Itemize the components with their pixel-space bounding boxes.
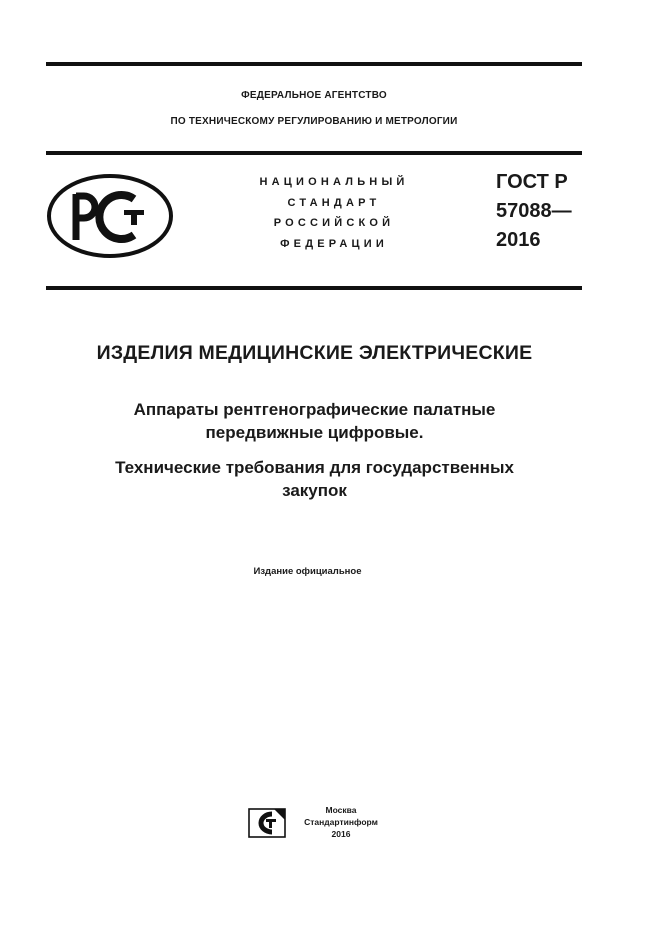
title-rule bbox=[46, 286, 582, 290]
gost-r-emblem-icon bbox=[46, 173, 174, 259]
standard-type-line-1: НАЦИОНАЛЬНЫЙ bbox=[259, 176, 409, 188]
subtitle-2-line-1: Технические требования для государственных bbox=[115, 458, 514, 477]
publisher-city: Москва bbox=[325, 805, 357, 815]
publisher-year: 2016 bbox=[331, 829, 351, 839]
standard-type-line-2: СТАНДАРТ bbox=[287, 196, 381, 209]
designation-line-2: 57088— bbox=[496, 200, 572, 222]
designation-line-3: 2016 bbox=[496, 229, 541, 251]
subtitle-1-line-1: Аппараты рентгенографические палатные bbox=[133, 400, 496, 419]
standard-type-line-4: ФЕДЕРАЦИИ bbox=[280, 237, 388, 250]
agency-name-line-2: ПО ТЕХНИЧЕСКОМУ РЕГУЛИРОВАНИЮ И МЕТРОЛОГИИ bbox=[170, 116, 458, 127]
agency-name-line-1: ФЕДЕРАЛЬНОЕ АГЕНТСТВО bbox=[241, 90, 387, 101]
standard-designation bbox=[496, 168, 572, 255]
document-title: ИЗДЕЛИЯ МЕДИЦИНСКИЕ ЭЛЕКТРИЧЕСКИЕ bbox=[96, 342, 533, 364]
top-rule bbox=[46, 62, 582, 66]
publisher-name: Стандартинформ bbox=[304, 817, 378, 827]
standartinform-logo-icon bbox=[248, 808, 286, 838]
publisher-block bbox=[296, 804, 386, 840]
document-subtitle-1 bbox=[0, 398, 629, 444]
subtitle-1-line-2: передвижные цифровые. bbox=[205, 423, 424, 442]
header-rule bbox=[46, 151, 582, 155]
standard-type-block bbox=[228, 172, 440, 254]
standard-type-line-3: РОССИЙСКОЙ bbox=[273, 217, 395, 229]
designation-line-1: ГОСТ Р bbox=[496, 171, 568, 193]
document-subtitle-2 bbox=[0, 456, 629, 502]
edition-label: Издание официальное bbox=[253, 566, 362, 577]
subtitle-2-line-2: закупок bbox=[282, 481, 347, 500]
